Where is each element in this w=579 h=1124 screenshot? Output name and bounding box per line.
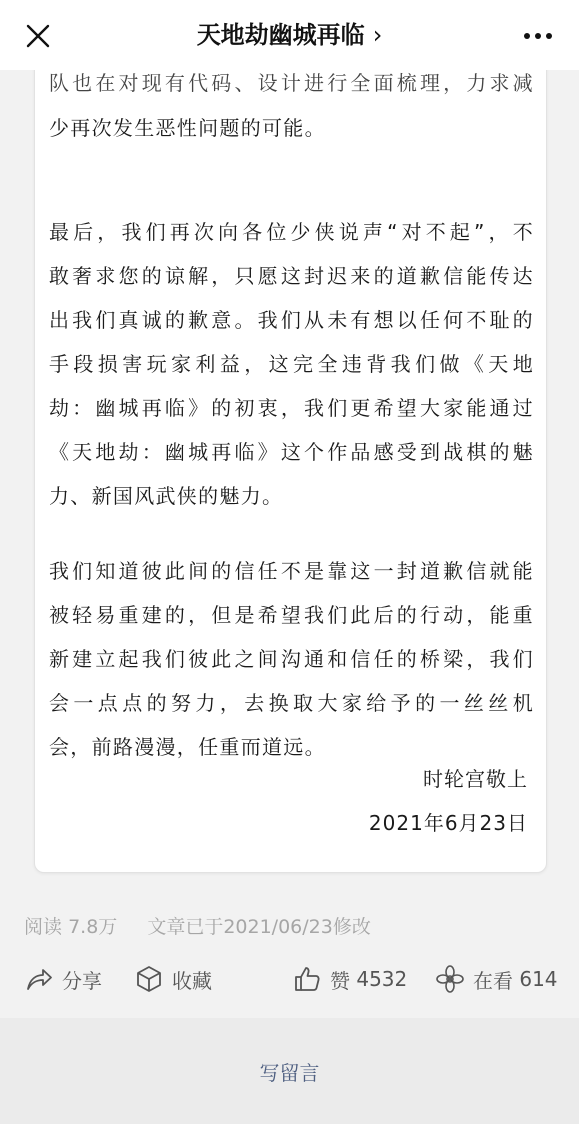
modified-notice: 文章已于2021/06/23修改 [147, 916, 371, 938]
watching-button[interactable] [435, 962, 558, 996]
text-line: 劫：幽城再临》的初衷，我们更希望大家能通过 [49, 396, 534, 420]
article-meta [24, 912, 371, 942]
like-label: 赞 [330, 968, 350, 993]
text-line: 队也在对现有代码、设计进行全面梳理，力求减 [49, 71, 534, 95]
share-button[interactable] [24, 962, 102, 996]
text-line: 会，前路漫漫，任重而道远。 [49, 735, 326, 759]
write-comment-button[interactable]: 写留言 [259, 1061, 320, 1085]
account-title[interactable] [0, 18, 579, 52]
text-line: 少再次发生恶性问题的可能。 [49, 116, 326, 140]
flower-icon [435, 964, 465, 994]
text-line: 新建立起我们彼此之间沟通和信任的桥梁，我们 [49, 647, 534, 671]
top-bar [0, 0, 579, 70]
text-line: 会一点点的努力，去换取大家给予的一丝丝机 [49, 691, 534, 715]
favorite-button[interactable] [134, 962, 212, 996]
signature-date: 2021年6月23日 [368, 811, 528, 835]
like-count: 4532 [356, 967, 408, 991]
action-bar [0, 958, 579, 1000]
text-line: 最后，我们再次向各位少侠说声“对不起”，不 [49, 220, 534, 244]
signature: 时轮宫敬上 [423, 767, 528, 791]
share-label: 分享 [62, 968, 102, 993]
paragraph-3 [49, 549, 534, 769]
text-line: 力、新国风武侠的魅力。 [49, 484, 284, 508]
watching-count: 614 [519, 967, 558, 991]
box-icon [134, 964, 164, 994]
read-count: 7.8万 [68, 916, 118, 938]
watching-label: 在看 [473, 968, 513, 993]
like-button[interactable] [292, 962, 407, 996]
paragraph-1 [49, 106, 534, 150]
text-line: 出我们真诚的歉意。我们从未有想以任何不耻的 [49, 308, 534, 332]
chevron-right-icon: › [372, 21, 383, 49]
more-button[interactable] [519, 24, 557, 48]
text-line: 被轻易重建的，但是希望我们此后的行动，能重 [49, 603, 534, 627]
read-label: 阅读 [24, 916, 63, 938]
article-card [34, 40, 547, 873]
text-line: 我们知道彼此间的信任不是靠这一封道歉信就能 [49, 559, 534, 583]
text-line: 手段损害玩家利益，这完全违背我们做《天地 [49, 352, 534, 376]
share-icon [24, 964, 54, 994]
thumbs-up-icon [292, 964, 322, 994]
account-name: 天地劫幽城再临 [196, 21, 365, 49]
paragraph-2 [49, 210, 534, 518]
text-line: 敢奢求您的谅解，只愿这封迟来的道歉信能传达 [49, 264, 534, 288]
more-icon [519, 24, 557, 48]
comment-bar [0, 1018, 579, 1124]
favorite-label: 收藏 [172, 968, 212, 993]
text-line: 《天地劫：幽城再临》这个作品感受到战棋的魅 [49, 440, 534, 464]
